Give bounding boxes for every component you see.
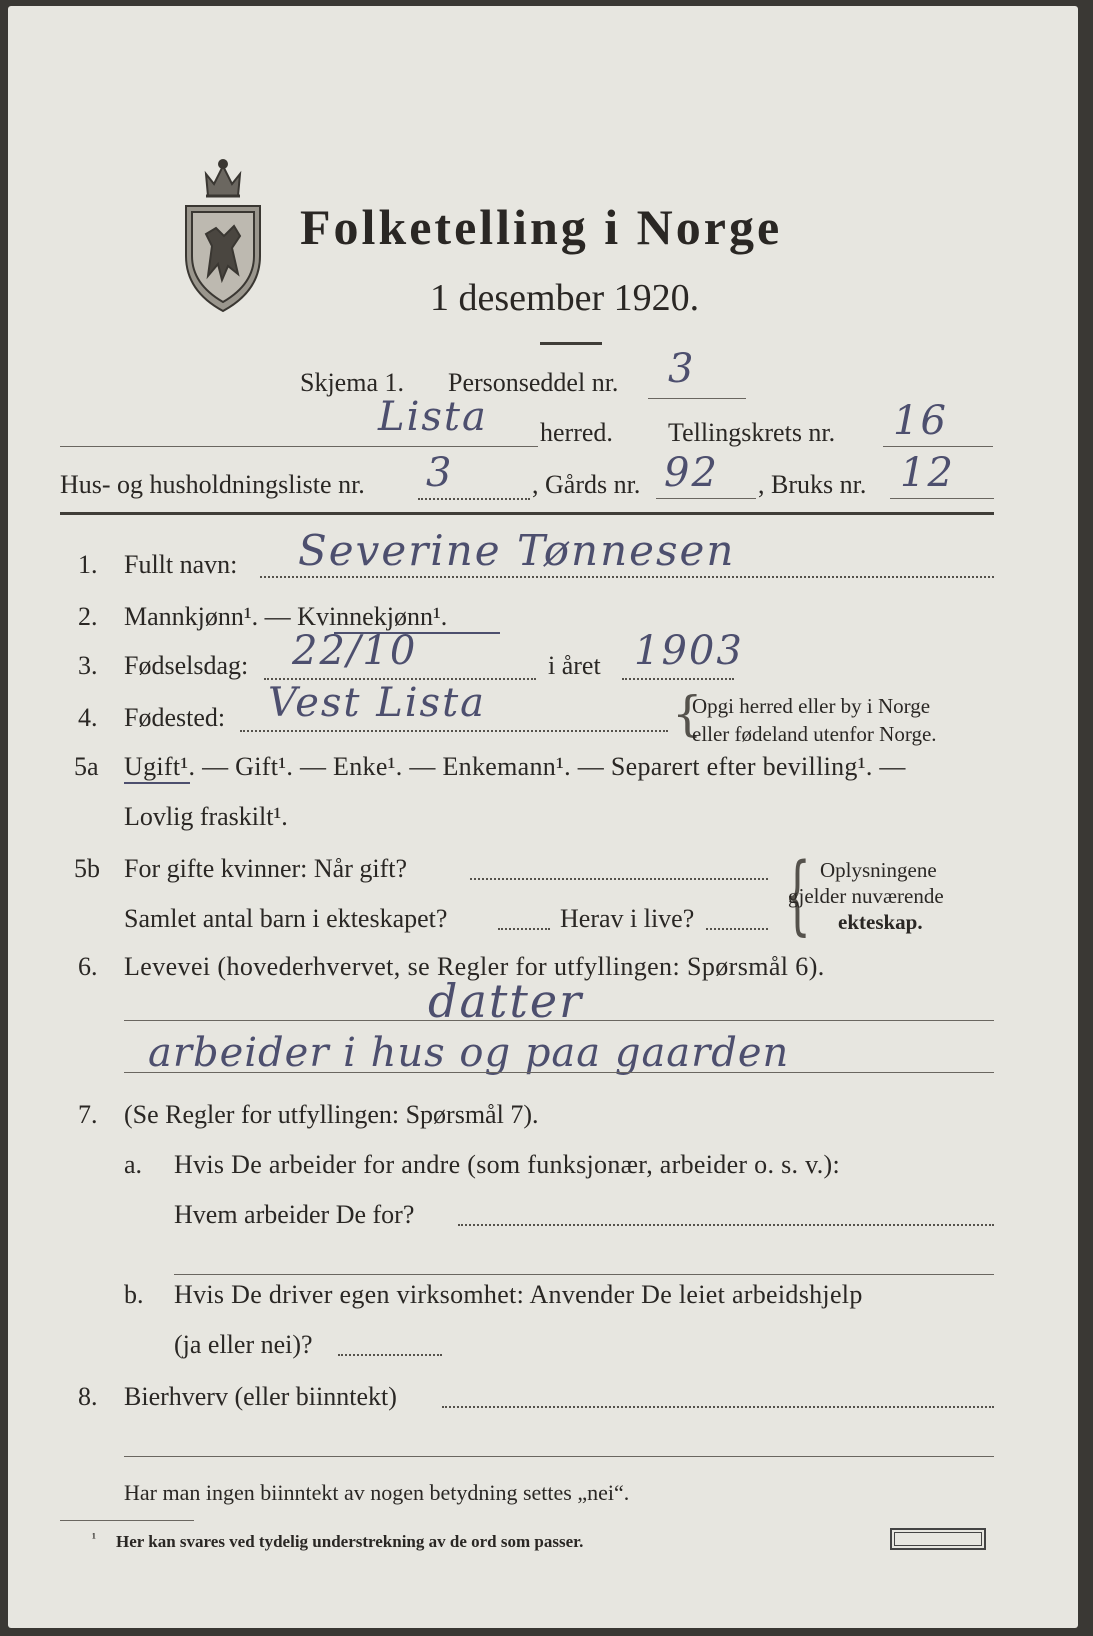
q2-number: 2. [78,602,98,631]
occupation-value-2[interactable]: arbeider i hus og paa gaarden [148,1030,790,1076]
q7a-number: a. [124,1150,143,1179]
full-name-value[interactable]: Severine Tønnesen [298,526,736,575]
q7b-yesno-label: (ja eller nei)? [174,1330,313,1359]
gards-line [656,498,756,499]
personseddel-line [648,398,746,399]
q7a-employer-label: Hvem arbeider De for? [174,1200,415,1229]
birthyear-line [622,678,734,680]
tellingskrets-line [883,446,993,447]
marriage-note-2: gjelder nuværende [788,884,944,908]
marital-status-options[interactable]: Ugift¹. — Gift¹. — Enke¹. — Enkemann¹. — Separert efter bevilling¹. — [124,752,906,781]
footer-note: Har man ingen biinntekt av nogen betydning settes „nei“. [124,1480,630,1505]
q5b-children-label: Samlet antal barn i ekteskapet? [124,904,448,933]
footnote-text: Her kan svares ved tydelig understrekning av de ord som passer. [116,1532,584,1551]
birthplace-line [240,730,668,732]
q4-number: 4. [78,703,98,732]
bruks-value[interactable]: 12 [900,450,955,496]
children-line [498,928,550,930]
footnote-divider [60,1520,194,1521]
bruks-label: , Bruks nr. [758,470,867,499]
herred-line [60,446,538,447]
q8-number: 8. [78,1382,98,1411]
q7b-number: b. [124,1280,144,1309]
personseddel-value[interactable]: 3 [668,346,696,392]
hus-value[interactable]: 3 [426,450,454,496]
side-income-line [442,1406,994,1408]
employer-line-2 [174,1274,994,1275]
q5b-married-label: For gifte kvinner: Når gift? [124,854,408,883]
marriage-note-3: ekteskap. [838,910,923,934]
q1-number: 1. [78,550,98,579]
q8-label: Bierhverv (eller biinntekt) [124,1382,397,1411]
side-income-line-2 [124,1456,994,1457]
q7b-label: Hvis De driver egen virksomhet: Anvender De leiet arbeidshjelp [174,1280,863,1309]
bruks-line [890,498,994,499]
personseddel-label: Personseddel nr. [448,368,619,397]
q3-number: 3. [78,651,98,680]
q5a-number: 5a [74,752,99,781]
birthplace-brace: { [672,686,703,742]
hus-line [418,498,530,500]
full-name-line [260,576,994,578]
marriage-brace: { [783,845,812,945]
q5b-number: 5b [74,854,100,883]
q3-label: Fødselsdag: [124,651,249,680]
q4-label: Fødested: [124,703,226,732]
header-divider [60,512,994,515]
q6-number: 6. [78,952,98,981]
hired-help-line [338,1354,442,1356]
title-divider [540,342,602,345]
employer-line [458,1224,994,1226]
occupation-line-2 [124,1072,994,1073]
birthplace-value[interactable]: Vest Lista [268,680,487,726]
ugift-underline [124,782,190,784]
birthplace-note-1: Opgi herred eller by i Norge [692,694,931,718]
year-label: i året [548,651,601,680]
birthplace-note-2: eller fødeland utenfor Norge. [692,722,937,746]
census-date: 1 desember 1920. [430,277,700,319]
sex-options[interactable]: Mannkjønn¹. — Kvinnekjønn¹. [124,602,448,631]
q7-label: (Se Regler for utfyllingen: Spørsmål 7). [124,1100,539,1129]
q1-label: Fullt navn: [124,550,238,579]
marriage-note-1: Oplysningene [820,858,937,882]
footnote-mark: ¹ [92,1530,96,1545]
alive-line [706,928,768,930]
occupation-value-1[interactable]: datter [428,974,584,1028]
census-form-page [8,6,1078,1628]
form-title: Folketelling i Norge [300,199,783,255]
gards-label: , Gårds nr. [532,470,641,499]
q6-label: Levevei (hovederhvervet, se Regler for utfyllingen: Spørsmål 6). [124,952,825,981]
herred-label: herred. [540,418,613,447]
coat-of-arms-icon [178,156,268,316]
q7-number: 7. [78,1100,98,1129]
hus-label: Hus- og husholdningsliste nr. [60,470,365,499]
gards-value[interactable]: 92 [664,450,719,496]
skjema-label: Skjema 1. [300,368,404,397]
tellingskrets-value[interactable]: 16 [893,398,948,444]
birthdate-value[interactable]: 22/10 [292,628,418,674]
birthyear-value[interactable]: 1903 [634,628,744,674]
tellingskrets-label: Tellingskrets nr. [668,418,836,447]
q5b-alive-label: Herav i live? [560,904,695,933]
printer-stamp-icon [890,1528,986,1550]
herred-value[interactable]: Lista [378,394,488,440]
q7a-label: Hvis De arbeider for andre (som funksjonær, arbeider o. s. v.): [174,1150,840,1179]
marital-status-options-2[interactable]: Lovlig fraskilt¹. [124,802,288,831]
married-date-line [470,878,768,880]
occupation-line-1 [124,1020,994,1021]
